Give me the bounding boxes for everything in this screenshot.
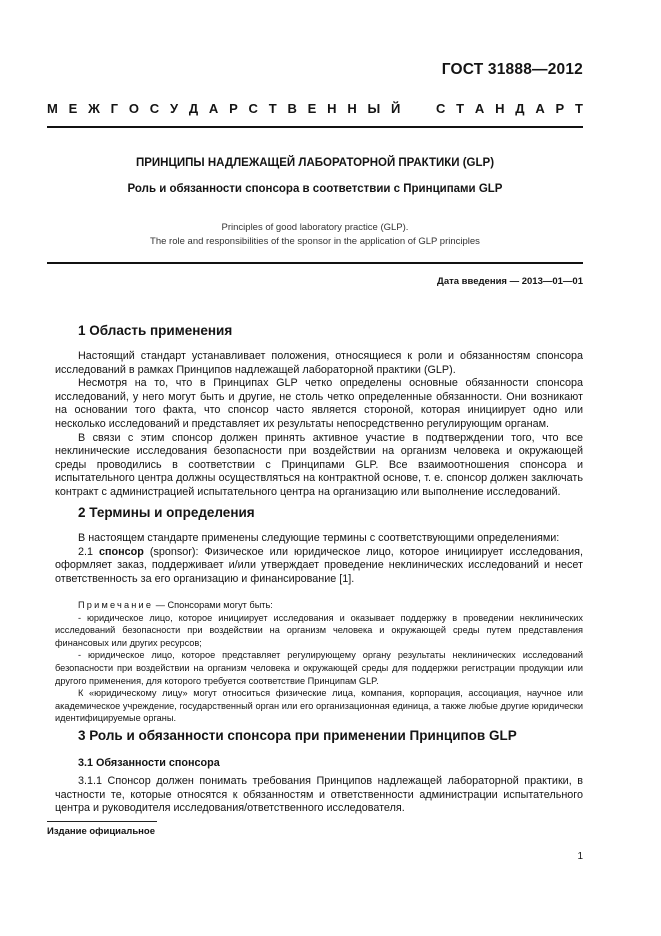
banner-letter: Н [327, 101, 337, 116]
note-intro-text: — Спонсорами могут быть: [153, 600, 273, 610]
banner-letter: Д [515, 101, 525, 116]
note-item: - юридическое лицо, которое представляет регулирующему органу результаты неклинических исследований безопасности при воздействии на организм человека и окружающей среды для поддержки регистрации продукции или другого применения, для которого требуется соответствие Принципам GLP. [55, 650, 583, 686]
document-subtitle: Роль и обязанности спонсора в соответствии с Принципами GLP [127, 183, 503, 195]
banner-letter: Т [575, 101, 583, 116]
banner-letter: Е [68, 101, 78, 116]
official-edition-label: Издание официальное [47, 826, 155, 837]
footer-rule [47, 821, 157, 822]
banner-letter: Г [110, 101, 119, 116]
banner-letter: Р [229, 101, 238, 116]
top-rule [47, 126, 583, 128]
banner-letter: М [47, 101, 58, 116]
note-label: Примечание [78, 600, 154, 610]
section-3-1-heading: 3.1 Обязанности спонсора [78, 757, 220, 769]
term-definition-text: (sponsor): Физическое или юридическое лицо, которое инициирует исследования, оформляет заказ, поддерживает и/или утверждает проведение неклинических исследований и несет ответственность за его организацию и финансирование [1]. [55, 545, 583, 585]
banner-letter: С [435, 101, 446, 116]
note-closing: К «юридическому лицу» могут относиться физические лица, компания, корпорация, ассоциация, научное или академическое учреждение, государственный орган или его организационная единица, а также любые другие юридически идентифицируемые органы. [55, 688, 583, 724]
doc-number: ГОСТ 31888—2012 [441, 61, 583, 78]
banner-letter: У [169, 101, 179, 116]
term-number: 2.1 [78, 545, 100, 558]
section-1-body [55, 350, 583, 500]
note-item: - юридическое лицо, которое инициирует исследования и оказывает поддержку в проведении неклинических исследований безопасности при воздействии на организм человека и окружающей среды путем представления финансовых или других ресурсов; [55, 612, 583, 648]
note-intro [55, 599, 583, 612]
section-3-heading: 3 Роль и обязанности спонсора при применении Принципов GLP [78, 728, 517, 743]
section-2-heading: 2 Термины и определения [78, 505, 255, 520]
banner-letter: Й [391, 101, 401, 116]
banner-letter: С [248, 101, 258, 116]
english-title-line2: The role and responsibilities of the sponsor in the application of GLP principles [150, 236, 480, 247]
banner-word-gap [411, 101, 425, 116]
term-definition [55, 546, 583, 587]
standard-kind-banner [47, 101, 583, 116]
banner-letter: Д [188, 101, 199, 116]
section-2-body [55, 532, 583, 586]
banner-letter: Ы [367, 101, 381, 116]
section-2-intro: В настоящем стандарте применены следующие термины с соответствующими определениями: [78, 532, 560, 544]
section-3-paragraph: 3.1.1 Спонсор должен понимать требования Принципов надлежащей лабораторной практики, в частности те, которые относятся к обязанностям и ответственности администрации испытательного центра и руководителя исследования/ответственного исследователя. [55, 775, 583, 815]
english-title-line1: Principles of good laboratory practice (GLP). [221, 222, 409, 233]
section-1-paragraph: В связи с этим спонсор должен принять активное участие в подтверждении того, что все неклинические исследования безопасности при воздействии на организм человека и окружающей среды проводились в соответствии с Принципами GLP. Все взаимоотношения спонсора и испытательного центра должны осуществляться на контрактной основе, т. е. спонсор должен заключать контракт с администрацией испытательного центра на организацию или выполнение исследований. [55, 431, 583, 498]
document-title: ПРИНЦИПЫ НАДЛЕЖАЩЕЙ ЛАБОРАТОРНОЙ ПРАКТИКИ (GLP) [135, 157, 495, 169]
banner-letter: Р [555, 101, 565, 116]
banner-letter: Н [347, 101, 357, 116]
term-name: спонсор [99, 545, 144, 558]
note-block [55, 599, 583, 725]
introduction-date: Дата введения — 2013—01—01 [437, 276, 583, 287]
banner-letter: Т [268, 101, 277, 116]
banner-letter: А [535, 101, 545, 116]
page-number: 1 [577, 851, 583, 862]
banner-letter: А [474, 101, 485, 116]
banner-letter: Ж [88, 101, 100, 116]
banner-letter: Н [495, 101, 505, 116]
section-1-paragraph: Несмотря на то, что в Принципах GLP четко определены основные обязанности спонсора исследований, у него могут быть и другие, не столь четко определенные обязанности. Они возникают на основании того факта, что спонсор часто является стороной, которая инициирует одно или несколько исследований и представляет их результаты непосредственно регулирующим органам. [55, 377, 583, 430]
banner-letter: Т [456, 101, 465, 116]
section-1-heading: 1 Область применения [78, 323, 233, 338]
banner-letter: В [287, 101, 297, 116]
banner-letter: А [208, 101, 219, 116]
section-3-body [55, 775, 583, 816]
banner-letter: С [149, 101, 160, 116]
section-1-paragraph: Настоящий стандарт устанавливает положения, относящиеся к роли и обязанностям спонсора исследований в рамках Принципов надлежащей лабораторной практики (GLP). [55, 350, 583, 376]
banner-letter: О [128, 101, 139, 116]
banner-letter: Е [307, 101, 317, 116]
title-bottom-rule [47, 262, 583, 264]
